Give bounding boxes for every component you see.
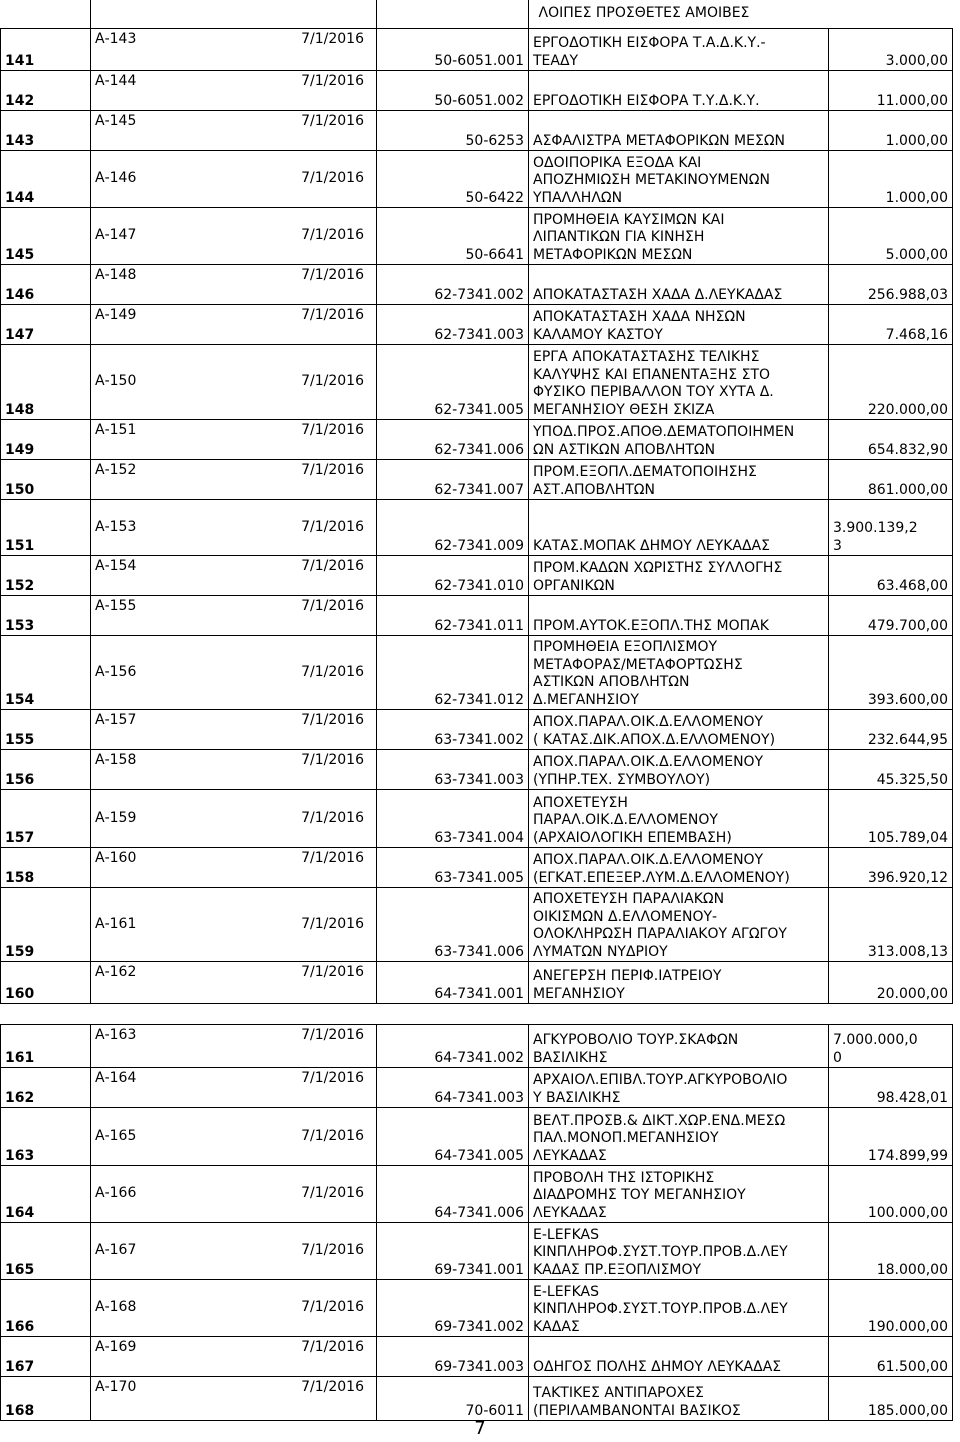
- entry-description: ΕΡΓΟΔΟΤΙΚΗ ΕΙΣΦΟΡΑ Τ.Α.Δ.Κ.Υ.- ΤΕΑΔΥ: [533, 35, 766, 69]
- table-row: [1, 1280, 953, 1337]
- row-number: 153: [1, 596, 91, 636]
- entry-date: 7/1/2016: [301, 809, 364, 826]
- row-number: 155: [1, 710, 91, 750]
- row-number: 158: [1, 848, 91, 888]
- entry-amount: 174.899,99: [867, 1147, 948, 1164]
- account-code: 62-7341.009: [377, 500, 529, 556]
- table-row: [1, 710, 953, 750]
- header-table: [0, 0, 952, 29]
- entry-amount: 1.000,00: [885, 189, 948, 206]
- entry-amount: 190.000,00: [867, 1318, 948, 1335]
- entries-table-1: [0, 28, 953, 1004]
- entry-code: Α-168: [95, 1299, 137, 1316]
- account-code: 62-7341.010: [377, 556, 529, 596]
- entry-amount: 861.000,00: [867, 481, 948, 498]
- entry-amount: 396.920,12: [867, 869, 948, 886]
- entry-description: ΑΣΦΑΛΙΣΤΡΑ ΜΕΤΑΦΟΡΙΚΩΝ ΜΕΣΩΝ: [533, 132, 785, 149]
- table-row: [1, 420, 953, 460]
- entry-date: 7/1/2016: [301, 307, 364, 323]
- entry-description: ΕΡΓΑ ΑΠΟΚΑΤΑΣΤΑΣΗΣ ΤΕΛΙΚΗΣ ΚΑΛΥΨΗΣ ΚΑΙ ΕΠΑΝΕΝΤΑΞΗΣ ΣΤΟ ΦΥΣΙΚΟ ΠΕΡΙΒΑΛΛΟΝ ΤΟΥ ΧΥΤΑ Δ. ΜΕΓΑΝΗΣΙΟΥ ΘΕΣΗ ΣΚΙΖΑ: [533, 349, 774, 418]
- account-code: 50-6641: [377, 208, 529, 265]
- entry-description: ΕΡΓΟΔΟΤΙΚΗ ΕΙΣΦΟΡΑ Τ.Υ.Δ.Κ.Υ.: [533, 92, 760, 109]
- entry-amount: 18.000,00: [876, 1261, 948, 1278]
- row-number: 156: [1, 750, 91, 790]
- entry-amount: 61.500,00: [876, 1358, 948, 1375]
- entry-amount: 98.428,01: [876, 1089, 948, 1106]
- entry-code: Α-160: [95, 850, 137, 866]
- entry-code: Α-145: [95, 113, 137, 129]
- table-row: [1, 636, 953, 710]
- row-number: 143: [1, 111, 91, 151]
- page-number: 7: [474, 1418, 486, 1439]
- row-number: 168: [1, 1377, 91, 1421]
- entry-amount: 313.008,13: [867, 943, 948, 960]
- entry-amount: 11.000,00: [876, 92, 948, 109]
- entry-date: 7/1/2016: [301, 227, 364, 244]
- account-code: 62-7341.006: [377, 420, 529, 460]
- table-row: [1, 265, 953, 305]
- entry-code: Α-159: [95, 809, 137, 826]
- account-code: 62-7341.002: [377, 265, 529, 305]
- table-row: [1, 596, 953, 636]
- row-number: 149: [1, 420, 91, 460]
- table-row: [1, 790, 953, 848]
- entry-code: Α-163: [95, 1027, 137, 1043]
- entry-amount: 185.000,00: [867, 1402, 948, 1419]
- account-code: 70-6011: [377, 1377, 529, 1421]
- account-code: 63-7341.005: [377, 848, 529, 888]
- table-row: [1, 556, 953, 596]
- entry-code: Α-151: [95, 422, 137, 438]
- entry-description: ΠΡΟΜ.ΚΑΔΩΝ ΧΩΡΙΣΤΗΣ ΣΥΛΛΟΓΗΣ ΟΡΓΑΝΙΚΩΝ: [533, 560, 783, 594]
- entry-description: ΠΡΟΜ.ΑΥΤΟΚ.ΕΞΟΠΛ.ΤΗΣ ΜΟΠΑΚ: [533, 617, 769, 634]
- row-number: 165: [1, 1223, 91, 1280]
- entry-description: ΒΕΛΤ.ΠΡΟΣΒ.& ΔΙΚΤ.ΧΩΡ.ΕΝΔ.ΜΕΣΩ ΠΑΛ.ΜΟΝΟΠ.ΜΕΓΑΝΗΣΙΟΥ ΛΕΥΚΑΔΑΣ: [533, 1112, 786, 1164]
- row-number: 166: [1, 1280, 91, 1337]
- row-number: 146: [1, 265, 91, 305]
- entry-date: 7/1/2016: [301, 422, 364, 438]
- account-code: 69-7341.003: [377, 1337, 529, 1377]
- entry-date: 7/1/2016: [301, 1339, 364, 1355]
- entry-code: Α-143: [95, 31, 137, 47]
- table-row: [1, 1108, 953, 1166]
- entry-date: 7/1/2016: [301, 1027, 364, 1043]
- entry-code: Α-161: [95, 915, 137, 932]
- table-row: [1, 1166, 953, 1223]
- table-row: [1, 1337, 953, 1377]
- entry-date: 7/1/2016: [301, 373, 364, 390]
- account-code: 64-7341.005: [377, 1108, 529, 1166]
- entry-code: Α-164: [95, 1070, 137, 1086]
- entry-code: Α-156: [95, 663, 137, 680]
- account-code: 64-7341.001: [377, 962, 529, 1004]
- account-code: 50-6051.002: [377, 71, 529, 111]
- entry-amount: 5.000,00: [885, 246, 948, 263]
- table-row: [1, 500, 953, 556]
- entry-description: ΑΠΟΧ.ΠΑΡΑΛ.ΟΙΚ.Δ.ΕΛΛΟΜΕΝΟΥ (ΥΠΗΡ.ΤΕΧ. ΣΥΜΒΟΥΛΟΥ): [533, 754, 764, 788]
- entry-amount: 100.000,00: [867, 1204, 948, 1221]
- row-number: 154: [1, 636, 91, 710]
- row-number: 150: [1, 460, 91, 500]
- entry-description: ΑΠΟΚΑΤΑΣΤΑΣΗ ΧΑΔΑ ΝΗΣΩΝ ΚΑΛΑΜΟΥ ΚΑΣΤΟΥ: [533, 309, 746, 343]
- entry-date: 7/1/2016: [301, 1070, 364, 1086]
- table-row: [1, 1223, 953, 1280]
- entry-description: E-LEFKAS ΚΙΝΠΛΗΡΟΦ.ΣΥΣΤ.ΤΟΥΡ.ΠΡΟΒ.Δ.ΛΕΥ ΚΑΔΑΣ ΠΡ.ΕΞΟΠΛΙΣΜΟΥ: [533, 1226, 788, 1278]
- entry-amount: 220.000,00: [867, 401, 948, 418]
- account-code: 64-7341.003: [377, 1068, 529, 1108]
- entry-date: 7/1/2016: [301, 964, 364, 980]
- entry-description: ΑΓΚΥΡΟΒΟΛΙΟ ΤΟΥΡ.ΣΚΑΦΩΝ ΒΑΣΙΛΙΚΗΣ: [533, 1032, 739, 1066]
- table-row: [1, 345, 953, 420]
- table-row: [1, 71, 953, 111]
- entry-description: ΑΠΟΧ.ΠΑΡΑΛ.ΟΙΚ.Δ.ΕΛΛΟΜΕΝΟΥ (ΕΓΚΑΤ.ΕΠΕΞΕΡ.ΛΥΜ.Δ.ΕΛΛΟΜΕΝΟΥ): [533, 852, 790, 886]
- entry-date: 7/1/2016: [301, 462, 364, 478]
- entries-table-2: [0, 1024, 953, 1421]
- entry-amount: 3.000,00: [885, 52, 948, 69]
- entry-date: 7/1/2016: [301, 518, 364, 535]
- account-code: 62-7341.012: [377, 636, 529, 710]
- entry-date: 7/1/2016: [301, 752, 364, 768]
- entry-amount: 105.789,04: [867, 829, 948, 846]
- row-number: 151: [1, 500, 91, 556]
- entry-code: Α-152: [95, 462, 137, 478]
- entry-date: 7/1/2016: [301, 170, 364, 187]
- entry-code: Α-153: [95, 518, 137, 535]
- entry-amount: 3.900.139,2 3: [833, 520, 918, 554]
- entry-amount: 63.468,00: [876, 577, 948, 594]
- entry-amount: 232.644,95: [867, 731, 948, 748]
- entry-description: ΠΡΟΜΗΘΕΙΑ ΕΞΟΠΛΙΣΜΟΥ ΜΕΤΑΦΟΡΑΣ/ΜΕΤΑΦΟΡΤΩΣΗΣ ΑΣΤΙΚΩΝ ΑΠΟΒΛΗΤΩΝ Δ.ΜΕΓΑΝΗΣΙΟΥ: [533, 639, 743, 708]
- entry-amount: 7.468,16: [885, 326, 948, 343]
- table-row: [1, 1025, 953, 1068]
- entry-code: Α-144: [95, 73, 137, 89]
- account-code: 62-7341.005: [377, 345, 529, 420]
- entry-code: Α-165: [95, 1127, 137, 1144]
- section-header: ΛΟΙΠΕΣ ΠΡΟΣΘΕΤΕΣ ΑΜΟΙΒΕΣ: [528, 0, 952, 28]
- account-code: 64-7341.002: [377, 1025, 529, 1068]
- row-number: 145: [1, 208, 91, 265]
- entry-code: Α-169: [95, 1339, 137, 1355]
- table-row: [1, 151, 953, 208]
- entry-code: Α-162: [95, 964, 137, 980]
- entry-code: Α-147: [95, 227, 137, 244]
- table-row: [1, 1068, 953, 1108]
- entry-date: 7/1/2016: [301, 598, 364, 614]
- entry-code: Α-170: [95, 1379, 137, 1395]
- account-code: 62-7341.003: [377, 305, 529, 345]
- entry-description: ΑΠΟΚΑΤΑΣΤΑΣΗ ΧΑΔΑ Δ.ΛΕΥΚΑΔΑΣ: [533, 286, 783, 303]
- table-row: [1, 848, 953, 888]
- entry-amount: 393.600,00: [867, 691, 948, 708]
- account-code: 50-6422: [377, 151, 529, 208]
- entry-description: ΟΔΗΓΟΣ ΠΟΛΗΣ ΔΗΜΟΥ ΛΕΥΚΑΔΑΣ: [533, 1358, 782, 1375]
- account-code: 50-6051.001: [377, 29, 529, 71]
- entry-code: Α-146: [95, 170, 137, 187]
- entry-date: 7/1/2016: [301, 1242, 364, 1259]
- row-number: 159: [1, 888, 91, 962]
- entry-code: Α-166: [95, 1185, 137, 1202]
- account-code: 69-7341.001: [377, 1223, 529, 1280]
- table-row: [1, 750, 953, 790]
- entry-amount: 256.988,03: [867, 286, 948, 303]
- entry-date: 7/1/2016: [301, 1379, 364, 1395]
- entry-date: 7/1/2016: [301, 915, 364, 932]
- entry-amount: 479.700,00: [867, 617, 948, 634]
- entry-description: ΑΠΟΧ.ΠΑΡΑΛ.ΟΙΚ.Δ.ΕΛΛΟΜΕΝΟΥ ( ΚΑΤΑΣ.ΔΙΚ.ΑΠΟΧ.Δ.ΕΛΛΟΜΕΝΟΥ): [533, 714, 776, 748]
- table-row: [1, 305, 953, 345]
- row-number: 162: [1, 1068, 91, 1108]
- entry-description: ΑΝΕΓΕΡΣΗ ΠΕΡΙΦ.ΙΑΤΡΕΙΟΥ ΜΕΓΑΝΗΣΙΟΥ: [533, 968, 722, 1002]
- entry-code: Α-167: [95, 1242, 137, 1259]
- entry-description: E-LEFKAS ΚΙΝΠΛΗΡΟΦ.ΣΥΣΤ.ΤΟΥΡ.ΠΡΟΒ.Δ.ΛΕΥ ΚΑΔΑΣ: [533, 1283, 788, 1335]
- entry-description: ΠΡΟΒΟΛΗ ΤΗΣ ΙΣΤΟΡΙΚΗΣ ΔΙΑΔΡΟΜΗΣ ΤΟΥ ΜΕΓΑΝΗΣΙΟΥ ΛΕΥΚΑΔΑΣ: [533, 1169, 746, 1221]
- row-number: 142: [1, 71, 91, 111]
- entry-amount: 20.000,00: [876, 985, 948, 1002]
- table-row: [1, 208, 953, 265]
- account-code: 63-7341.002: [377, 710, 529, 750]
- entry-date: 7/1/2016: [301, 31, 364, 47]
- row-number: 164: [1, 1166, 91, 1223]
- entry-date: 7/1/2016: [301, 1185, 364, 1202]
- entry-description: ΑΠΟΧΕΤΕΥΣΗ ΠΑΡΑΛ.ΟΙΚ.Δ.ΕΛΛΟΜΕΝΟΥ (ΑΡΧΑΙΟΛΟΓΙΚΗ ΕΠΕΜΒΑΣΗ): [533, 794, 732, 846]
- entry-code: Α-157: [95, 712, 137, 728]
- row-number: 157: [1, 790, 91, 848]
- table-row: [1, 1377, 953, 1421]
- account-code: 63-7341.004: [377, 790, 529, 848]
- entry-code: Α-148: [95, 267, 137, 283]
- row-number: 147: [1, 305, 91, 345]
- entry-description: ΚΑΤΑΣ.ΜΟΠΑΚ ΔΗΜΟΥ ΛΕΥΚΑΔΑΣ: [533, 537, 770, 554]
- entry-date: 7/1/2016: [301, 663, 364, 680]
- entry-date: 7/1/2016: [301, 850, 364, 866]
- row-number: 163: [1, 1108, 91, 1166]
- account-code: 62-7341.007: [377, 460, 529, 500]
- entry-date: 7/1/2016: [301, 267, 364, 283]
- account-code: 63-7341.003: [377, 750, 529, 790]
- account-code: 64-7341.006: [377, 1166, 529, 1223]
- entry-description: ΠΡΟΜ.ΕΞΟΠΛ.ΔΕΜΑΤΟΠΟΙΗΣΗΣ ΑΣΤ.ΑΠΟΒΛΗΤΩΝ: [533, 464, 757, 498]
- table-row: [1, 29, 953, 71]
- row-number: 167: [1, 1337, 91, 1377]
- row-number: 141: [1, 29, 91, 71]
- entry-date: 7/1/2016: [301, 558, 364, 574]
- entry-code: Α-154: [95, 558, 137, 574]
- entry-amount: 45.325,50: [876, 771, 948, 788]
- account-code: 62-7341.011: [377, 596, 529, 636]
- account-code: 63-7341.006: [377, 888, 529, 962]
- table-row: [1, 888, 953, 962]
- entry-date: 7/1/2016: [301, 1299, 364, 1316]
- entry-code: Α-149: [95, 307, 137, 323]
- entry-description: ΠΡΟΜΗΘΕΙΑ ΚΑΥΣΙΜΩΝ ΚΑΙ ΛΙΠΑΝΤΙΚΩΝ ΓΙΑ ΚΙΝΗΣΗ ΜΕΤΑΦΟΡΙΚΩΝ ΜΕΣΩΝ: [533, 211, 725, 263]
- entry-description: ΑΡΧΑΙΟΛ.ΕΠΙΒΛ.ΤΟΥΡ.ΑΓΚΥΡΟΒΟΛΙΟ Υ ΒΑΣΙΛΙΚΗΣ: [533, 1072, 788, 1106]
- row-number: 160: [1, 962, 91, 1004]
- account-code: 50-6253: [377, 111, 529, 151]
- entry-amount: 7.000.000,0 0: [833, 1032, 918, 1066]
- entry-date: 7/1/2016: [301, 712, 364, 728]
- entry-description: ΟΔΟΙΠΟΡΙΚΑ ΕΞΟΔΑ ΚΑΙ ΑΠΟΖΗΜΙΩΣΗ ΜΕΤΑΚΙΝΟΥΜΕΝΩΝ ΥΠΑΛΛΗΛΩΝ: [533, 154, 770, 206]
- entry-amount: 654.832,90: [867, 441, 948, 458]
- row-number: 161: [1, 1025, 91, 1068]
- account-code: 69-7341.002: [377, 1280, 529, 1337]
- row-number: 148: [1, 345, 91, 420]
- entry-code: Α-158: [95, 752, 137, 768]
- entry-code: Α-150: [95, 373, 137, 390]
- table-row: [1, 460, 953, 500]
- entry-date: 7/1/2016: [301, 1127, 364, 1144]
- table-row: [1, 111, 953, 151]
- table-row: [1, 962, 953, 1004]
- entry-description: ΤΑΚΤΙΚΕΣ ΑΝΤΙΠΑΡΟΧΕΣ (ΠΕΡΙΛΑΜΒΑΝΟΝΤΑΙ ΒΑΣΙΚΟΣ: [533, 1385, 741, 1419]
- entry-code: Α-155: [95, 598, 137, 614]
- entry-amount: 1.000,00: [885, 132, 948, 149]
- entry-date: 7/1/2016: [301, 73, 364, 89]
- entry-description: ΥΠΟΔ.ΠΡΟΣ.ΑΠΟΘ.ΔΕΜΑΤΟΠΟΙΗΜΕΝ ΩΝ ΑΣΤΙΚΩΝ ΑΠΟΒΛΗΤΩΝ: [533, 424, 795, 458]
- entry-date: 7/1/2016: [301, 113, 364, 129]
- row-number: 144: [1, 151, 91, 208]
- entry-description: ΑΠΟΧΕΤΕΥΣΗ ΠΑΡΑΛΙΑΚΩΝ ΟΙΚΙΣΜΩΝ Δ.ΕΛΛΟΜΕΝΟΥ- ΟΛΟΚΛΗΡΩΣΗ ΠΑΡΑΛΙΑΚΟΥ ΑΓΩΓΟΥ ΛΥΜΑΤΩΝ ΝΥΔΡΙΟΥ: [533, 891, 787, 960]
- row-number: 152: [1, 556, 91, 596]
